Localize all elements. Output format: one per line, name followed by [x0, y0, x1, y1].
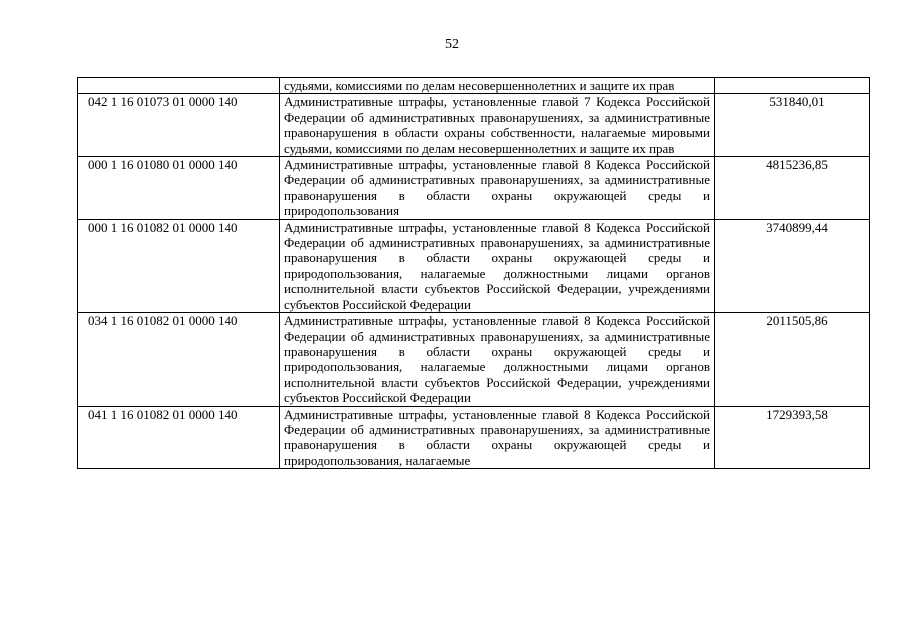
amount-cell [715, 78, 870, 94]
amount-cell: 4815236,85 [715, 157, 870, 220]
budget-code-cell [78, 78, 280, 94]
page-number: 52 [445, 37, 459, 52]
amount-cell: 2011505,86 [715, 313, 870, 406]
amount-cell: 1729393,58 [715, 406, 870, 469]
description-cell: Административные штрафы, установленные главой 8 Кодекса Российской Федерации об административных правонарушениях, за административные правонарушения в области охраны окружающей среды и природопользования [280, 157, 715, 220]
table-row [78, 157, 870, 220]
description-cell: Административные штрафы, установленные главой 8 Кодекса Российской Федерации об административных правонарушениях, за административные правонарушения в области охраны окружающей среды и природопользования, налагаемые должностными лицами органов исполнительной власти субъектов Российской Федерации, учреждениями субъектов Российской Федерации [280, 219, 715, 312]
table-row [78, 94, 870, 157]
description-cell: Административные штрафы, установленные главой 8 Кодекса Российской Федерации об административных правонарушениях, за административные правонарушения в области охраны окружающей среды и природопользования, налагаемые должностными лицами органов исполнительной власти субъектов Российской Федерации, учреждениями субъектов Российской Федерации [280, 313, 715, 406]
table-row [78, 313, 870, 406]
budget-code-cell: 000 1 16 01080 01 0000 140 [78, 157, 280, 220]
table-row [78, 78, 870, 94]
budget-code-cell: 000 1 16 01082 01 0000 140 [78, 219, 280, 312]
description-cell: Административные штрафы, установленные главой 7 Кодекса Российской Федерации об административных правонарушениях, за административные правонарушения в области охраны собственности, налагаемые мировыми судьями, комиссиями по делам несовершеннолетних и защите их прав [280, 94, 715, 157]
budget-code-cell: 042 1 16 01073 01 0000 140 [78, 94, 280, 157]
table-row [78, 219, 870, 312]
amount-cell: 531840,01 [715, 94, 870, 157]
budget-code-cell: 034 1 16 01082 01 0000 140 [78, 313, 280, 406]
table-row [78, 406, 870, 469]
description-cell: судьями, комиссиями по делам несовершеннолетних и защите их прав [280, 78, 715, 94]
amount-cell: 3740899,44 [715, 219, 870, 312]
description-cell: Административные штрафы, установленные главой 8 Кодекса Российской Федерации об административных правонарушениях, за административные правонарушения в области охраны окружающей среды и природопользования, налагаемые [280, 406, 715, 469]
budget-revenue-table [77, 77, 870, 469]
budget-code-cell: 041 1 16 01082 01 0000 140 [78, 406, 280, 469]
